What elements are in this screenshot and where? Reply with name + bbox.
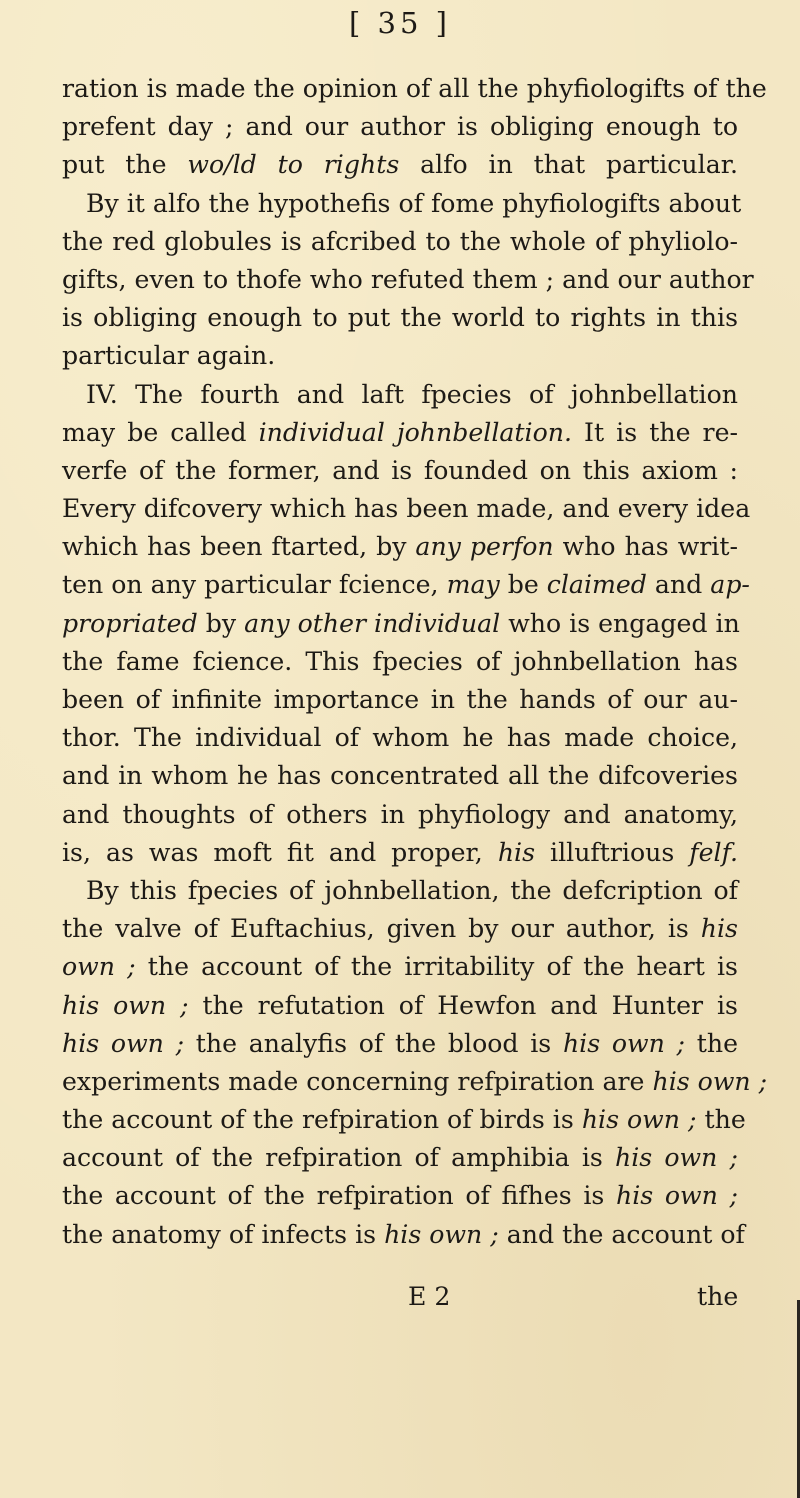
text-line — [62, 987, 738, 1025]
text-segment: the account of the refpiration of fifhes is — [62, 1181, 617, 1211]
italic-text: ap- — [710, 570, 750, 600]
text-line — [62, 1063, 768, 1101]
text-segment: is, as was moft fit and proper, — [62, 837, 498, 867]
text-segment: ration is made the opinion of all the phyfiologifts of the — [62, 74, 767, 103]
text-line — [62, 528, 738, 566]
text-line — [62, 490, 751, 528]
text-line — [62, 223, 738, 261]
body-text — [62, 70, 768, 1254]
text-segment: thor. The individual of whom he has made choice, — [62, 723, 738, 753]
text-line — [62, 146, 738, 184]
italic-text: his own ; — [616, 1181, 738, 1211]
text-line — [62, 414, 738, 452]
text-segment: By it alfo the hypothefis of fome phyfiologifts about — [86, 188, 742, 218]
italic-text: his own ; — [62, 1028, 185, 1058]
text-segment: experiments made concerning refpiration are — [62, 1066, 653, 1096]
italic-text: may — [446, 570, 500, 600]
text-line — [62, 299, 738, 337]
text-segment: by — [197, 608, 245, 638]
text-segment: illuftrious — [535, 837, 690, 867]
text-line — [62, 1101, 746, 1139]
text-segment: and the account of — [498, 1219, 745, 1249]
text-line — [62, 1139, 738, 1177]
italic-text: any perfon — [415, 532, 554, 562]
text-line — [62, 796, 738, 834]
text-segment: the analyfis of the blood is — [184, 1028, 563, 1058]
text-segment: alfo in that particular. — [399, 150, 738, 180]
text-segment: prefent day ; and our author is obliging enough to — [62, 112, 738, 142]
text-line — [62, 566, 750, 604]
text-line — [62, 108, 738, 146]
text-line — [62, 910, 738, 948]
text-line — [62, 757, 738, 795]
text-segment: the fame fcience. This fpecies of johnbellation has — [62, 646, 738, 676]
text-segment: who is engaged in — [500, 608, 740, 638]
text-segment: and — [646, 570, 711, 600]
text-line — [62, 872, 738, 910]
text-segment: be — [499, 570, 547, 600]
text-segment: By this fpecies of johnbellation, the defcription of — [86, 875, 738, 905]
italic-text: his own ; — [581, 1105, 697, 1135]
text-segment: IV. The fourth and laft fpecies of johnbellation — [86, 379, 738, 409]
text-segment: the account of the irritability of the heart is — [135, 952, 738, 982]
text-line — [62, 605, 738, 643]
text-line — [62, 376, 738, 414]
italic-text: his own ; — [562, 1028, 686, 1058]
text-segment: and thoughts of others in phyfiology and anatomy, — [62, 799, 738, 829]
italic-text: his own ; — [62, 990, 189, 1020]
text-line — [62, 452, 738, 490]
text-segment: ten on any particular fcience, — [62, 570, 447, 600]
text-segment: the anatomy of infects is — [62, 1219, 385, 1249]
text-segment: put the — [62, 150, 188, 180]
italic-text: his — [497, 837, 536, 867]
text-segment: verfe of the former, and is founded on this axiom : — [62, 455, 738, 485]
text-line — [62, 1216, 745, 1254]
text-line — [62, 681, 738, 719]
text-segment: the refutation of Hewfon and Hunter is — [188, 990, 738, 1020]
text-line — [62, 1177, 738, 1215]
italic-text: own ; — [62, 952, 136, 982]
italic-text: claimed — [546, 570, 647, 600]
catchword: the — [697, 1282, 739, 1311]
text-segment: Every difcovery which has been made, and every idea — [62, 494, 751, 524]
text-line — [62, 948, 738, 986]
italic-text: his own ; — [652, 1066, 768, 1096]
italic-text: felf. — [689, 837, 738, 867]
page-footer — [0, 1282, 800, 1320]
text-segment: account of the refpiration of amphibia is — [62, 1143, 615, 1173]
text-line — [62, 1025, 738, 1063]
text-segment: the valve of Euftachius, given by our author, is — [62, 914, 701, 944]
text-line — [62, 185, 742, 223]
text-segment: It is the re- — [571, 417, 738, 447]
text-segment: the account of the refpiration of birds is — [62, 1105, 582, 1135]
italic-text: his own ; — [384, 1219, 499, 1249]
text-segment: and in whom he has concentrated all the difcoveries — [62, 761, 738, 791]
page-number: [ 35 ] — [349, 6, 451, 40]
italic-text: his own ; — [615, 1143, 738, 1173]
text-line — [62, 261, 754, 299]
text-segment: may be called — [62, 417, 259, 447]
text-segment: who has writ- — [553, 532, 738, 562]
text-line — [62, 70, 767, 108]
italic-text: propriated — [62, 608, 198, 638]
text-line — [62, 337, 738, 375]
text-segment: the red globules is afcribed to the whole of phyliolo- — [62, 226, 738, 256]
text-line — [62, 834, 738, 872]
italic-text: any other individual — [244, 608, 501, 638]
text-line — [62, 719, 738, 757]
text-segment: which has been ftarted, by — [62, 532, 416, 562]
text-segment: is obliging enough to put the world to rights in this — [62, 303, 738, 333]
italic-text: his — [700, 914, 738, 944]
italic-text: individual johnbellation. — [258, 417, 572, 447]
signature-mark: E 2 — [408, 1282, 451, 1311]
text-segment: been of infinite importance in the hands of our au- — [62, 685, 738, 714]
text-segment: gifts, even to thofe who refuted them ; and our author — [62, 264, 754, 294]
italic-text: wo/ld to rights — [187, 150, 400, 180]
text-segment: particular again. — [62, 341, 276, 371]
text-segment: the — [685, 1028, 738, 1058]
text-line — [62, 643, 738, 681]
text-segment: the — [696, 1105, 746, 1135]
